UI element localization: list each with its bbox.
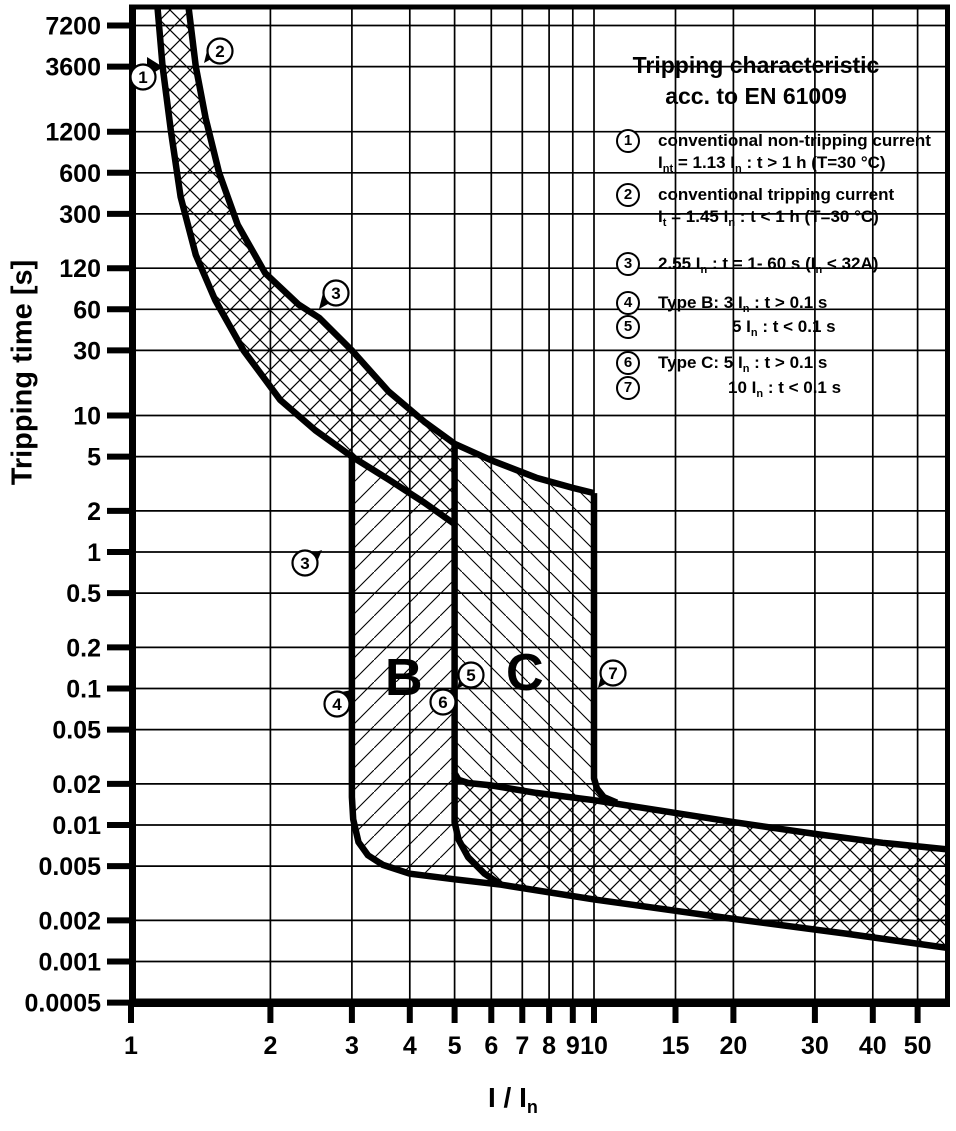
chart-title bbox=[560, 50, 952, 112]
svg-text:6: 6 bbox=[484, 1032, 499, 1060]
svg-text:7200: 7200 bbox=[45, 12, 101, 41]
svg-text:4: 4 bbox=[402, 1032, 417, 1060]
marker-5 bbox=[457, 663, 484, 690]
svg-text:40: 40 bbox=[858, 1032, 887, 1060]
marker-2 bbox=[204, 39, 233, 64]
svg-text:60: 60 bbox=[73, 296, 101, 325]
svg-text:300: 300 bbox=[59, 200, 101, 229]
svg-text:2: 2 bbox=[215, 42, 225, 61]
x-axis-ticks bbox=[131, 1006, 918, 1023]
marker-3 bbox=[319, 281, 349, 310]
svg-text:120: 120 bbox=[59, 255, 101, 284]
svg-text:1: 1 bbox=[138, 68, 148, 87]
svg-text:8: 8 bbox=[542, 1032, 557, 1060]
svg-text:5: 5 bbox=[87, 443, 101, 472]
legend-number-badge: 4 bbox=[616, 291, 640, 315]
marker-7 bbox=[598, 661, 626, 689]
legend-number-badge: 7 bbox=[616, 376, 640, 400]
marker-3 bbox=[293, 550, 323, 576]
y-axis-title: Tripping time [s] bbox=[6, 259, 39, 486]
svg-text:0.02: 0.02 bbox=[52, 770, 101, 799]
svg-text:50: 50 bbox=[903, 1032, 932, 1060]
svg-text:30: 30 bbox=[73, 337, 101, 366]
svg-text:0.002: 0.002 bbox=[38, 907, 101, 936]
svg-text:3: 3 bbox=[344, 1032, 359, 1060]
legend-item-text: conventional non-tripping current $I_{nt} = 1.13$ $I_n$ : t > 1 h (T=30 °C) bbox=[658, 131, 931, 175]
x-tick-labels bbox=[124, 1032, 931, 1060]
legend-number-badge: 2 bbox=[616, 183, 640, 207]
svg-text:0.05: 0.05 bbox=[52, 716, 101, 745]
svg-text:1200: 1200 bbox=[45, 118, 101, 147]
svg-text:6: 6 bbox=[438, 693, 448, 712]
svg-text:15: 15 bbox=[661, 1032, 690, 1060]
legend-item-text: 5 $I_n$ : t < 0.1 s bbox=[732, 317, 836, 339]
svg-text:2: 2 bbox=[87, 497, 101, 526]
svg-text:7: 7 bbox=[608, 664, 618, 683]
legend-number-badge: 3 bbox=[616, 252, 640, 276]
svg-text:20: 20 bbox=[719, 1032, 748, 1060]
svg-text:0.0005: 0.0005 bbox=[24, 989, 101, 1018]
marker-6 bbox=[431, 688, 457, 715]
svg-text:4: 4 bbox=[332, 695, 342, 714]
region-label-C: C bbox=[506, 644, 544, 702]
legend-item-text: Type B: 3 $I_n$ : t > 0.1 s bbox=[658, 293, 828, 315]
svg-text:0.5: 0.5 bbox=[66, 580, 101, 609]
legend-item-text: conventional tripping current $I_t = 1.45$ $I_n$ : t < 1 h (T=30 °C) bbox=[658, 185, 895, 229]
svg-text:5: 5 bbox=[447, 1032, 462, 1060]
instantaneous-band bbox=[455, 773, 951, 948]
svg-text:10: 10 bbox=[580, 1032, 608, 1060]
marker-4 bbox=[325, 690, 353, 717]
svg-text:30: 30 bbox=[800, 1032, 829, 1060]
svg-text:600: 600 bbox=[59, 159, 101, 188]
svg-text:0.01: 0.01 bbox=[52, 812, 101, 840]
legend-item-text: 10 $I_n$ : t < 0.1 s bbox=[728, 378, 842, 400]
legend-number-badge: 6 bbox=[616, 351, 640, 375]
chart-title-line2: acc. to EN 61009 bbox=[665, 83, 847, 109]
svg-text:3600: 3600 bbox=[45, 53, 101, 82]
region-label-B: B bbox=[385, 649, 423, 707]
legend-item-text: 2.55 $I_n$ : t = 1- 60 s $(I_n < 32A)$ bbox=[658, 254, 879, 276]
svg-text:7: 7 bbox=[515, 1032, 530, 1060]
svg-text:0.001: 0.001 bbox=[38, 948, 101, 977]
legend-item-text: Type C: 5 $I_n$ : t > 0.1 s bbox=[658, 353, 828, 375]
svg-text:9: 9 bbox=[565, 1032, 580, 1060]
svg-text:5: 5 bbox=[466, 666, 476, 685]
svg-text:3: 3 bbox=[300, 554, 310, 573]
svg-text:0.1: 0.1 bbox=[66, 675, 101, 704]
svg-text:2: 2 bbox=[263, 1032, 278, 1060]
svg-text:0.005: 0.005 bbox=[38, 853, 101, 882]
y-axis-ticks bbox=[107, 26, 130, 1003]
svg-text:10: 10 bbox=[73, 402, 101, 431]
legend-number-badge: 5 bbox=[616, 315, 640, 339]
x-axis-title: I / $I_n$ bbox=[488, 1082, 538, 1117]
chart-title-line1: Tripping characteristic bbox=[632, 52, 880, 78]
svg-text:0.2: 0.2 bbox=[66, 634, 101, 663]
svg-text:1: 1 bbox=[87, 539, 101, 567]
legend-number-badge: 1 bbox=[616, 129, 640, 153]
svg-text:3: 3 bbox=[331, 284, 341, 303]
svg-text:1: 1 bbox=[124, 1032, 138, 1060]
